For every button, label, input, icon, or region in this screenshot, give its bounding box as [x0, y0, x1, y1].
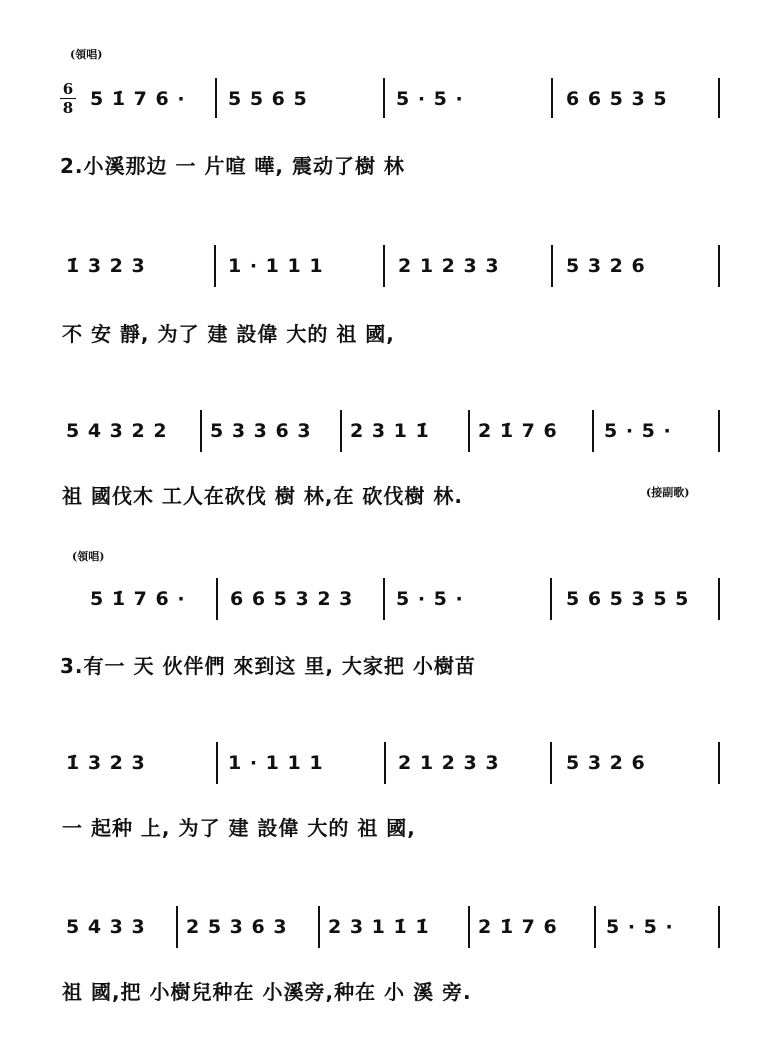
system5-measure3: 2 1 2 3 3	[398, 752, 500, 774]
system2-measure2: 1 · 1 1 1	[228, 255, 324, 277]
barline	[468, 906, 470, 948]
system6-lyrics: 祖 國,把 小樹兒种在 小溪旁,种在 小 溪 旁.	[62, 980, 472, 1004]
barline	[550, 578, 552, 620]
barline	[383, 78, 385, 118]
system1-measure4: 6 6 5 3 5	[566, 88, 668, 110]
system3-measure1: 5 4 3 2 2	[66, 420, 168, 442]
system2-measure1: 1̇ 3 2 3	[66, 255, 146, 277]
system1-measure2: 5 5 6 5	[228, 88, 308, 110]
barline	[594, 906, 596, 948]
barline	[718, 410, 720, 452]
part-label-solo-1: (領唱)	[70, 48, 103, 61]
system4-measure3: 5 · 5 ·	[396, 588, 464, 610]
time-signature	[60, 82, 76, 115]
barline	[200, 410, 202, 452]
system3-measure3: 2 3 1 1̇	[350, 420, 430, 442]
system1-lyrics: 2.小溪那边 一 片喧 嘩, 震动了樹 林	[60, 154, 405, 178]
system5-measure4: 5 3 2 6	[566, 752, 646, 774]
barline	[340, 410, 342, 452]
system3-measure5: 5 · 5 ·	[604, 420, 672, 442]
system1-measure1: 5 1̇ 7 6 ·	[90, 88, 186, 110]
barline	[176, 906, 178, 948]
system4-lyrics: 3.有一 天 伙伴們 來到这 里, 大家把 小樹苗	[60, 654, 476, 678]
barline	[383, 578, 385, 620]
system5-lyrics: 一 起种 上, 为了 建 設偉 大的 祖 國,	[62, 816, 416, 840]
barline	[383, 245, 385, 287]
barline	[551, 78, 553, 118]
barline	[384, 742, 386, 784]
system3-lyrics: 祖 國伐木 工人在砍伐 樹 林,在 砍伐樹 林.	[62, 484, 463, 508]
barline	[468, 410, 470, 452]
system5-measure1: 1̇ 3 2 3	[66, 752, 146, 774]
barline	[216, 578, 218, 620]
system2-lyrics: 不 安 靜, 为了 建 設偉 大的 祖 國,	[62, 322, 395, 346]
refrain-note: (接副歌)	[646, 486, 690, 499]
barline	[718, 78, 720, 118]
part-label-solo-2: (領唱)	[72, 550, 105, 563]
barline	[718, 245, 720, 287]
barline	[214, 245, 216, 287]
barline	[318, 906, 320, 948]
barline	[216, 742, 218, 784]
barline	[550, 742, 552, 784]
system1-measure3: 5 · 5 ·	[396, 88, 464, 110]
barline	[718, 578, 720, 620]
time-signature-bottom: 8	[62, 99, 74, 117]
system4-measure1: 5 1̇ 7 6 ·	[90, 588, 186, 610]
system4-measure4: 5 6 5 3 5 5	[566, 588, 690, 610]
system2-measure3: 2 1 2 3 3	[398, 255, 500, 277]
time-signature-top: 6	[62, 80, 74, 98]
system4-measure2: 6 6 5 3 2 3	[230, 588, 354, 610]
system6-measure4: 2 1̇ 7 6	[478, 916, 558, 938]
barline	[551, 245, 553, 287]
barline	[592, 410, 594, 452]
system6-measure1: 5 4 3 3	[66, 916, 146, 938]
system2-measure4: 5 3 2 6	[566, 255, 646, 277]
system3-measure4: 2 1̇ 7 6	[478, 420, 558, 442]
barline	[718, 906, 720, 948]
system6-measure5: 5 · 5 ·	[606, 916, 674, 938]
system5-measure2: 1 · 1 1 1	[228, 752, 324, 774]
system3-measure2: 5 3 3 6 3	[210, 420, 312, 442]
barline	[215, 78, 217, 118]
barline	[718, 742, 720, 784]
system6-measure2: 2 5 3 6 3	[186, 916, 288, 938]
system6-measure3: 2 3 1 1̇ 1̇	[328, 916, 430, 938]
